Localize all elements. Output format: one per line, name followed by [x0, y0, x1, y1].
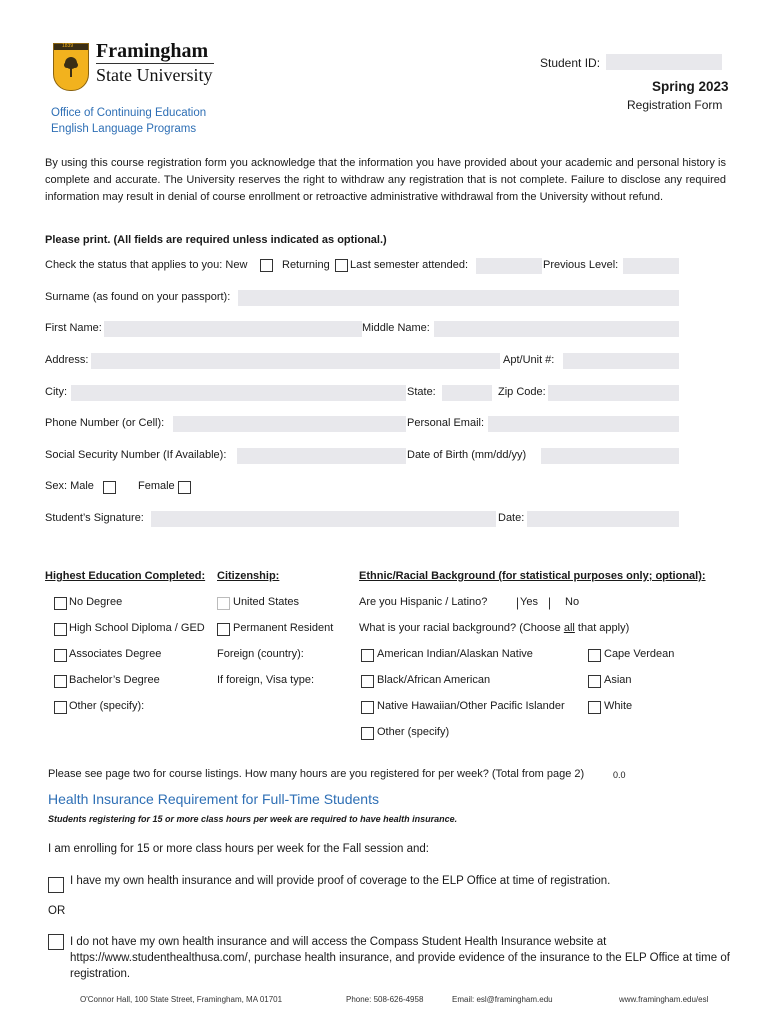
last-semester-label: Last semester attended:: [350, 259, 469, 271]
citizenship-heading: Citizenship:: [217, 570, 280, 582]
dob-field[interactable]: [541, 448, 679, 464]
race-asian-checkbox[interactable]: [588, 675, 601, 688]
no-insurance-label: I do not have my own health insurance and will access the Compass Student Health Insurance website at https://www.studenthealthusa.com/, purchase health insurance, and provide evidence of the insurance to the ELP Office at time of registration.: [70, 936, 730, 980]
footer-address: O'Connor Hall, 100 State Street, Framingham, MA 01701: [80, 995, 283, 1004]
edu-other-checkbox[interactable]: [54, 701, 67, 714]
edu-option-label: Other (specify):: [69, 700, 145, 712]
city-label: City:: [45, 386, 67, 398]
last-semester-field[interactable]: [476, 258, 542, 274]
signature-label: Student’s Signature:: [45, 512, 144, 524]
office-line-2: English Language Programs: [51, 123, 197, 135]
racial-question-post: that apply): [574, 622, 630, 634]
hours-value[interactable]: 0.0: [613, 770, 626, 780]
race-option-label: Native Hawaiian/Other Pacific Islander: [377, 700, 565, 712]
university-seal-logo: [53, 43, 89, 91]
edu-option-label: Associates Degree: [69, 648, 162, 660]
citizenship-us-checkbox[interactable]: [217, 597, 230, 610]
no-insurance-checkbox[interactable]: [48, 934, 64, 950]
student-id-label: Student ID:: [540, 56, 601, 70]
surname-field[interactable]: [238, 290, 679, 306]
education-heading: Highest Education Completed:: [45, 570, 206, 582]
citizenship-visa-label: If foreign, Visa type:: [217, 674, 315, 686]
date-label: Date:: [498, 512, 525, 524]
status-returning-label: Returning: [282, 259, 330, 271]
race-black-checkbox[interactable]: [361, 675, 374, 688]
sex-label: Sex: Male: [45, 480, 94, 492]
date-field[interactable]: [527, 511, 679, 527]
phone-field[interactable]: [173, 416, 406, 432]
race-option-label: Black/African American: [377, 674, 491, 686]
citizenship-pr-checkbox[interactable]: [217, 623, 230, 636]
zip-field[interactable]: [548, 385, 679, 401]
tree-icon: [63, 56, 79, 78]
term-title: Spring 2023: [652, 79, 729, 94]
form-title: Registration Form: [627, 98, 723, 112]
race-hawaiian-checkbox[interactable]: [361, 701, 374, 714]
edu-associates-checkbox[interactable]: [54, 649, 67, 662]
hispanic-yes-label: Yes: [520, 596, 538, 608]
ssn-field[interactable]: [237, 448, 406, 464]
office-line-1: Office of Continuing Education: [51, 107, 207, 119]
phone-label: Phone Number (or Cell):: [45, 417, 165, 429]
race-other-checkbox[interactable]: [361, 727, 374, 740]
zip-label: Zip Code:: [498, 386, 546, 398]
race-option-label: Cape Verdean: [604, 648, 675, 660]
apt-label: Apt/Unit #:: [503, 354, 555, 366]
edu-hs-checkbox[interactable]: [54, 623, 67, 636]
edu-no-degree-checkbox[interactable]: [54, 597, 67, 610]
citizenship-us-label: United States: [233, 596, 300, 608]
previous-level-field[interactable]: [623, 258, 679, 274]
status-returning-checkbox[interactable]: [335, 259, 348, 272]
race-white-checkbox[interactable]: [588, 701, 601, 714]
edu-option-label: Bachelor’s Degree: [69, 674, 160, 686]
edu-option-label: No Degree: [69, 596, 123, 608]
university-subname: State University: [96, 65, 213, 85]
sex-female-label: Female: [138, 480, 175, 492]
middle-name-label: Middle Name:: [362, 322, 430, 334]
surname-label: Surname (as found on your passport):: [45, 291, 231, 303]
status-new-checkbox[interactable]: [260, 259, 273, 272]
hispanic-no-label: No: [565, 596, 580, 608]
footer-phone: Phone: 508-626-4958: [346, 995, 424, 1004]
race-option-label: White: [604, 700, 633, 712]
race-american-indian-checkbox[interactable]: [361, 649, 374, 662]
citizenship-pr-label: Permanent Resident: [233, 622, 334, 634]
hispanic-no-checkbox[interactable]: [549, 597, 562, 610]
edu-option-label: High School Diploma / GED: [69, 622, 205, 634]
hispanic-yes-checkbox[interactable]: [505, 597, 518, 610]
insurance-subheading: Students registering for 15 or more class hours per week are required to have health insurance.: [48, 814, 458, 824]
first-name-field[interactable]: [104, 321, 362, 337]
state-field[interactable]: [442, 385, 492, 401]
email-field[interactable]: [488, 416, 679, 432]
logo-divider: [96, 63, 214, 64]
ssn-label: Social Security Number (If Available):: [45, 449, 227, 461]
middle-name-field[interactable]: [434, 321, 679, 337]
race-option-label: Other (specify): [377, 726, 450, 738]
race-cape-verdean-checkbox[interactable]: [588, 649, 601, 662]
email-label: Personal Email:: [407, 417, 485, 429]
hispanic-question: Are you Hispanic / Latino?: [359, 596, 488, 608]
race-option-label: American Indian/Alaskan Native: [377, 648, 533, 660]
university-name: Framingham: [96, 40, 209, 62]
signature-field[interactable]: [151, 511, 496, 527]
sex-female-checkbox[interactable]: [178, 481, 191, 494]
racial-question-all: all: [563, 622, 575, 634]
footer-website[interactable]: www.framingham.edu/esl: [619, 995, 709, 1004]
ethnic-heading: Ethnic/Racial Background (for statistical purposes only; optional):: [359, 570, 706, 582]
address-label: Address:: [45, 354, 89, 366]
apt-field[interactable]: [563, 353, 679, 369]
sex-male-checkbox[interactable]: [103, 481, 116, 494]
racial-question-pre: What is your racial background? (Choose: [359, 622, 564, 634]
citizenship-foreign-label: Foreign (country):: [217, 648, 304, 660]
edu-bachelors-checkbox[interactable]: [54, 675, 67, 688]
instructions: Please print. (All fields are required unless indicated as optional.): [45, 234, 387, 246]
own-insurance-checkbox[interactable]: [48, 877, 64, 893]
intro-paragraph: By using this course registration form you acknowledge that the information you have provided about your academic and personal history is complete and accurate. The University reserves the right to withdraw any registration that is not complete. Failure to disclose any required information may result in denial of course enrollment or retroactive administrative withdrawal from the University without refund.: [45, 157, 726, 203]
footer-email[interactable]: Email: esl@framingham.edu: [452, 995, 553, 1004]
city-field[interactable]: [71, 385, 406, 401]
racial-question: [359, 622, 629, 634]
own-insurance-label: I have my own health insurance and will provide proof of coverage to the ELP Office at time of registration.: [70, 875, 611, 887]
student-id-field[interactable]: [606, 54, 722, 70]
state-label: State:: [407, 386, 436, 398]
previous-level-label: Previous Level:: [543, 259, 619, 271]
race-option-label: Asian: [604, 674, 632, 686]
seal-year: 1839: [62, 43, 74, 49]
enrolling-statement: I am enrolling for 15 or more class hours per week for the Fall session and:: [48, 843, 429, 855]
insurance-heading: Health Insurance Requirement for Full-Time Students: [48, 791, 379, 807]
status-label: Check the status that applies to you: New: [45, 259, 248, 271]
first-name-label: First Name:: [45, 322, 102, 334]
or-divider: OR: [48, 905, 66, 917]
dob-label: Date of Birth (mm/dd/yy): [407, 449, 527, 461]
hours-question: Please see page two for course listings. How many hours are you registered for per week? (Total from page 2): [48, 768, 585, 780]
address-field[interactable]: [91, 353, 500, 369]
